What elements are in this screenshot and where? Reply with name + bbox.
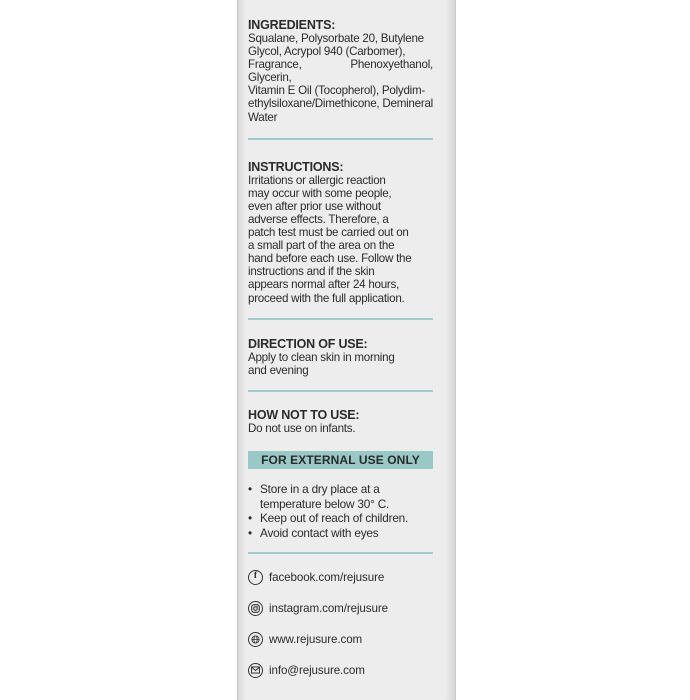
- ingredients-line: Fragrance, Phenoxyethanol, Glycerin,: [248, 58, 433, 85]
- list-item: [248, 526, 433, 541]
- list-item-line: Store in a dry place at a: [260, 481, 380, 496]
- contact-facebook[interactable]: [248, 568, 433, 586]
- globe-icon: [248, 632, 263, 647]
- instructions-line: proceed with the full application.: [248, 291, 405, 305]
- instructions-line: a small part of the area on the: [248, 239, 395, 253]
- instructions-line: Irritations or allergic reaction: [248, 173, 386, 187]
- ingredients-line: Squalane, Polysorbate 20, Butylene: [248, 32, 424, 45]
- direction-line: Apply to clean skin in morning: [248, 350, 395, 364]
- instructions-line: hand before each use. Follow the: [248, 252, 412, 266]
- direction-line: and evening: [248, 363, 309, 377]
- how-not-text: [248, 422, 433, 435]
- facebook-icon: f: [248, 570, 263, 585]
- label-content: [248, 18, 433, 692]
- instructions-line: instructions and if the skin: [248, 265, 375, 279]
- ingredients-line: Glycol, Acrypol 940 (Carbomer),: [248, 45, 406, 59]
- panel-shade-right: [445, 0, 455, 700]
- bullet-dot: •: [248, 481, 252, 496]
- panel-shade-left: [238, 0, 246, 700]
- section-divider: [248, 138, 433, 140]
- section-divider: [248, 552, 433, 554]
- list-item-line: temperature below 30° C.: [260, 496, 390, 511]
- storage-list: [248, 482, 433, 541]
- bullet-dot: •: [248, 526, 252, 541]
- list-item-line: Avoid contact with eyes: [260, 526, 379, 541]
- ingredients-line: ethylsiloxane/Dimethicone, Demineral: [248, 97, 433, 111]
- instructions-heading: INSTRUCTIONS:: [248, 159, 344, 174]
- ingredients-heading: INGREDIENTS:: [248, 18, 336, 32]
- contact-instagram[interactable]: [248, 599, 433, 617]
- bullet-dot: •: [248, 511, 252, 526]
- instructions-line: adverse effects. Therefore, a: [248, 212, 389, 226]
- contact-website[interactable]: [248, 630, 433, 648]
- contact-email-text: info@rejusure.com: [269, 663, 365, 677]
- contact-website-text: www.rejusure.com: [269, 632, 363, 646]
- instructions-line: patch test must be carried out on: [248, 226, 409, 240]
- direction-section: [248, 337, 433, 377]
- section-divider: [248, 318, 433, 320]
- instructions-line: may occur with some people,: [248, 186, 392, 200]
- instructions-line: even after prior use without: [248, 199, 381, 213]
- instructions-section: [248, 160, 433, 305]
- list-item-line: Keep out of reach of children.: [260, 511, 409, 526]
- instructions-text: [248, 174, 433, 305]
- ingredients-text: [248, 32, 433, 124]
- instagram-icon: [248, 601, 263, 616]
- ingredients-line: Vitamin E Oil (Tocopherol), Polydim-: [248, 84, 425, 98]
- contact-facebook-text: facebook.com/rejusure: [269, 570, 385, 584]
- list-item: [248, 511, 433, 526]
- list-item: [248, 482, 433, 512]
- ingredients-line: Water: [248, 110, 278, 124]
- how-not-heading: HOW NOT TO USE:: [248, 407, 360, 422]
- contact-email[interactable]: [248, 661, 433, 679]
- external-use-badge: FOR EXTERNAL USE ONLY: [248, 451, 433, 469]
- instructions-line: appears normal after 24 hours,: [248, 278, 400, 292]
- direction-heading: DIRECTION OF USE:: [248, 336, 368, 351]
- how-not-line: Do not use on infants.: [248, 421, 356, 435]
- contact-instagram-text: instagram.com/rejusure: [269, 601, 388, 615]
- direction-text: [248, 351, 433, 377]
- how-not-to-use-section: [248, 408, 433, 435]
- email-icon: [248, 663, 263, 678]
- section-divider: [248, 390, 433, 392]
- contact-list: [248, 568, 433, 679]
- ingredients-section: [248, 18, 433, 124]
- label-panel: [237, 0, 456, 700]
